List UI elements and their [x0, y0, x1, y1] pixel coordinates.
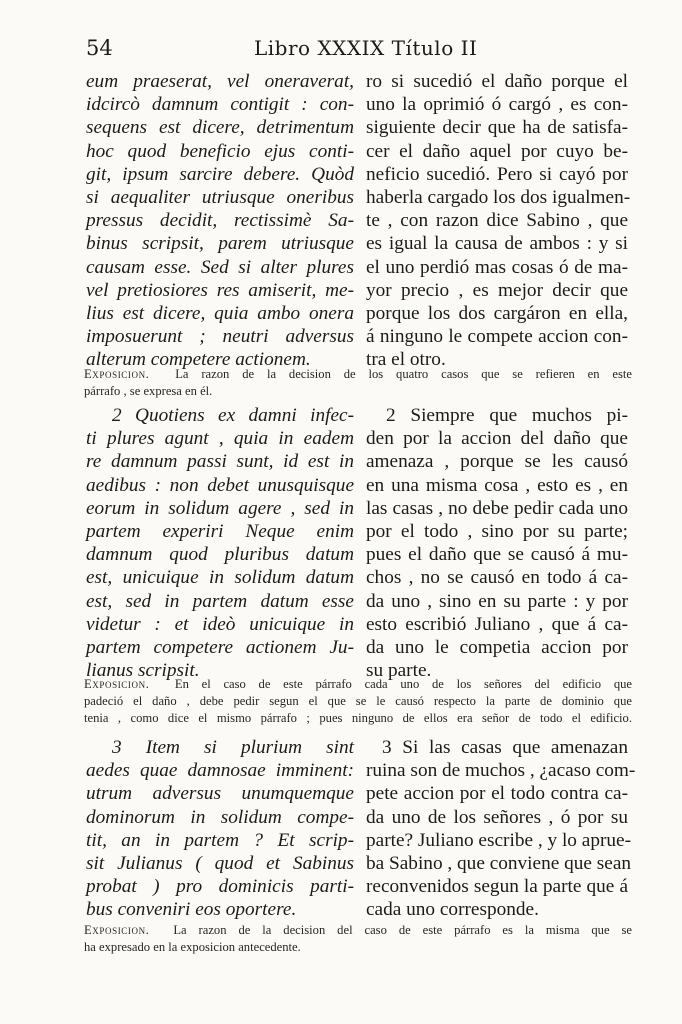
exposition-line: tenia , como dice el mismo párrafo ; pues ninguno de ellos era señor de todo el edificio. — [84, 711, 632, 725]
spanish-line: á ninguno le compete accion con- — [366, 326, 628, 348]
running-title: Libro XXXIX Título II — [254, 36, 478, 60]
latin-line: 2 Quotiens ex damni infec- — [112, 405, 354, 426]
latin-line: alterum competere actionem. — [86, 349, 311, 371]
latin-line: eorum in solidum agere , sed in — [86, 497, 354, 519]
latin-line: damnum quod pluribus datum — [86, 544, 354, 566]
latin-line: sit Julianus ( quod et Sabinus — [86, 852, 354, 874]
latin-line: eum praeserat, vel oneraverat, — [86, 71, 354, 92]
spanish-line: da uno de los señores , ó por su — [366, 806, 628, 828]
latin-line: vel pretiosiores res amiserit, me- — [86, 279, 354, 301]
latin-line: git, ipsum sarcire debere. Quòd — [86, 163, 354, 185]
spanish-line: da uno , sino en su parte : y por — [366, 590, 628, 612]
spanish-line: reconvenidos segun la parte que á — [366, 876, 628, 898]
page-header — [86, 32, 631, 62]
spanish-line: el uno perdió mas cosas ó de ma- — [366, 256, 628, 278]
page-number: 54 — [86, 36, 113, 60]
latin-line: partem competere actionem Ju- — [86, 636, 354, 658]
exposition-label: Exposicion. — [84, 677, 150, 691]
latin-line: causam esse. Sed si alter plures — [86, 256, 354, 278]
spanish-line: 3 Si las casas que amenazan — [382, 737, 628, 758]
latin-line: lianus scripsit. — [86, 660, 200, 682]
spanish-line: es igual la causa de ambos : y si — [366, 233, 628, 255]
exposition-line — [84, 366, 632, 383]
latin-line: partem experiri Neque enim — [86, 520, 354, 542]
latin-line: aedibus : non debet unusquisque — [86, 474, 354, 496]
exposition-2 — [84, 676, 632, 727]
exposition-label: Exposicion. — [84, 367, 150, 381]
exposition-text: La razon de la decision de los quatro casos que se refieren en este — [175, 367, 633, 381]
exposition-line — [84, 922, 632, 939]
exposition-3 — [84, 922, 632, 956]
spanish-line: den por la accion del daño que — [366, 428, 628, 450]
spanish-line: porque los dos cargáron en ella, — [366, 302, 628, 324]
spanish-line: te , con razon dice Sabino , que — [366, 210, 628, 232]
latin-line: aedes quae damnosae imminent: — [86, 760, 354, 782]
latin-line: idcircò damnum contigit : con- — [86, 94, 354, 116]
latin-line: lius est dicere, quia ambo onera — [86, 302, 354, 324]
spanish-line: ruina son de muchos , ¿acaso com- — [366, 760, 636, 782]
latin-line: ti plures agunt , quia in eadem — [86, 428, 354, 450]
latin-line: tit, an in partem ? Et scrip- — [86, 829, 354, 851]
latin-line: 3 Item si plurium sint — [112, 737, 354, 758]
exposition-line: padeció el daño , debe pedir segun el que se le causó respecto la parte de dominio que — [84, 694, 632, 708]
spanish-line: cer el daño aquel por cuyo be- — [366, 140, 628, 162]
exposition-line: párrafo , se expresa en él. — [84, 384, 213, 398]
spanish-line: ro si sucedió el daño porque el — [366, 71, 628, 92]
spanish-line: chos , no se causó en todo á ca- — [366, 567, 628, 589]
latin-column — [86, 404, 354, 682]
spanish-line: su parte. — [366, 660, 432, 682]
spanish-line: uno la oprimió ó cargó , es con- — [366, 94, 628, 116]
spanish-line: pues el daño que se causó á mu- — [366, 544, 628, 566]
latin-line: re damnum passi sunt, id est in — [86, 451, 354, 473]
spanish-line: por el todo , sino por su parte; — [366, 520, 628, 542]
spanish-line: haberla cargado los dos igualmen- — [366, 186, 631, 208]
latin-line: binus scripsit, parem utriusque — [86, 233, 354, 255]
spanish-line: yor precio , es mejor decir que — [366, 279, 628, 301]
latin-line: hoc quod beneficio ejus conti- — [86, 140, 354, 162]
latin-line: dominorum in solidum compe- — [86, 806, 354, 828]
exposition-label: Exposicion. — [84, 923, 150, 937]
spanish-line: neficio sucedió. Pero si cayó por — [366, 163, 628, 185]
latin-line: imposuerunt ; neutri adversus — [86, 326, 354, 348]
latin-line: est, sed in partem datum esse — [86, 590, 354, 612]
latin-line: pressus decidit, rectissimè Sa- — [86, 210, 354, 232]
latin-column — [86, 736, 354, 922]
spanish-column — [366, 70, 631, 371]
latin-line: utrum adversus unumquemque — [86, 783, 354, 805]
spanish-line: amenaza , porque se les causó — [366, 451, 628, 473]
exposition-text: La razon de la decision del caso de este párrafo es la misma que se — [173, 923, 632, 937]
latin-line: si aequaliter utriusque oneribus — [86, 186, 354, 208]
spanish-line: en una misma cosa , esto es , en — [366, 474, 628, 496]
spanish-column — [366, 404, 628, 682]
latin-line: bus conveniri eos oportere. — [86, 899, 297, 921]
spanish-line: tra el otro. — [366, 349, 446, 371]
spanish-line: 2 Siempre que muchos pi- — [386, 405, 628, 426]
exposition-text: En el caso de este párrafo cada uno de los señores del edificio que — [174, 677, 632, 691]
spanish-column — [366, 736, 636, 922]
latin-column — [86, 70, 354, 371]
latin-line: sequens est dicere, detrimentum — [86, 117, 354, 139]
spanish-line: ba Sabino , que conviene que sean — [366, 852, 632, 874]
exposition-1 — [84, 366, 632, 400]
spanish-line: pete accion por el todo contra ca- — [366, 783, 628, 805]
spanish-line: las casas , no debe pedir cada uno — [366, 497, 628, 519]
spanish-line: esto escribió Juliano , que á ca- — [366, 613, 628, 635]
spanish-line: parte? Juliano escribe , y lo aprue- — [366, 829, 632, 851]
spanish-line: da uno le competia accion por — [366, 636, 628, 658]
latin-line: est, unicuique in solidum datum — [86, 567, 354, 589]
spanish-line: cada uno corresponde. — [366, 899, 539, 921]
exposition-line: ha expresado en la exposicion antecedente. — [84, 940, 301, 954]
exposition-line — [84, 676, 632, 693]
latin-line: probat ) pro dominicis parti- — [86, 876, 354, 898]
spanish-line: siguiente decir que ha de satisfa- — [366, 117, 628, 139]
latin-line: videtur : et ideò unicuique in — [86, 613, 354, 635]
